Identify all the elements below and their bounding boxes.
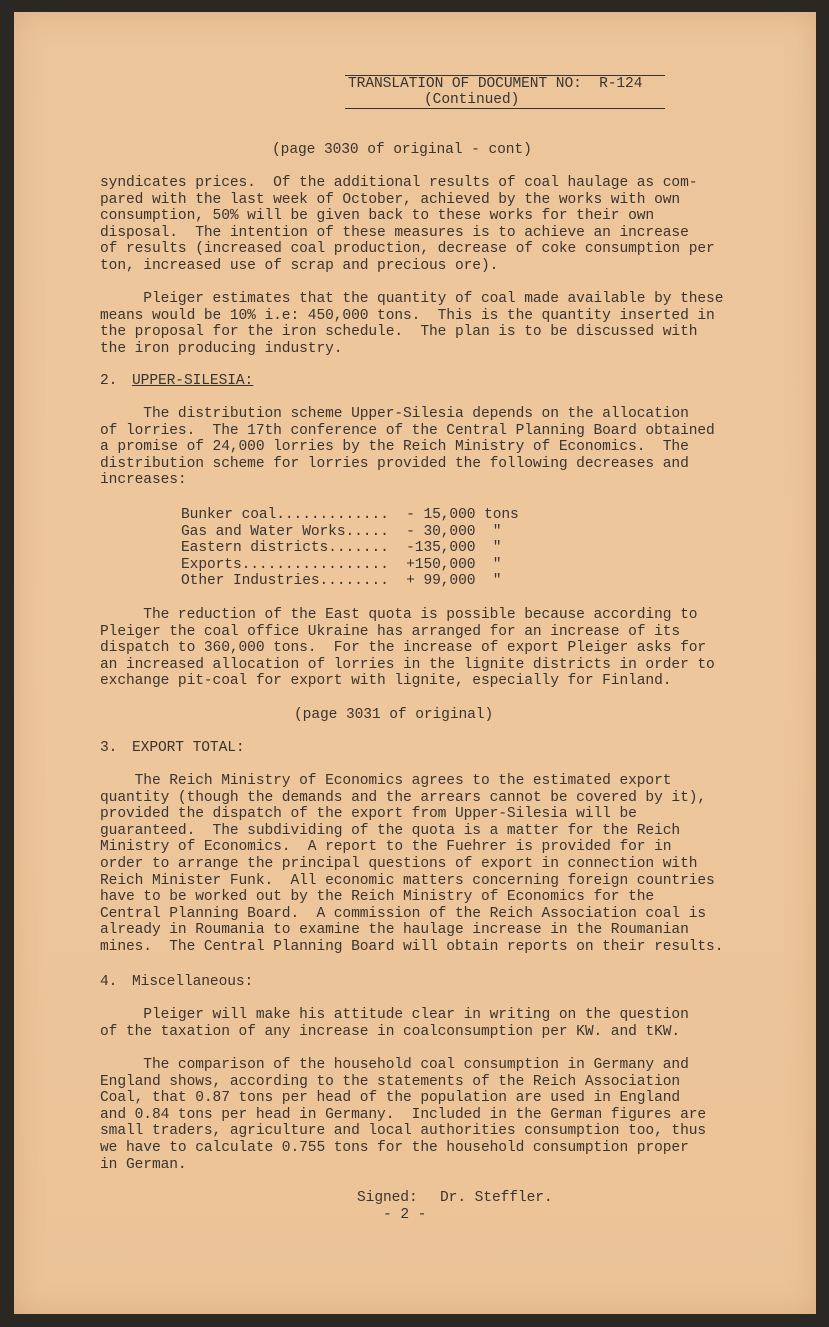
paragraph-3: The distribution scheme Upper-Silesia depends on the allocation of lorries. The 17th conference of the Central Planning Board obtained a promise of 24,000 lorries by the Reich Ministry of Economics. The distribution scheme for lorries provided the following decreases and increases:: [100, 406, 715, 489]
row-label: Other Industries........: [181, 573, 389, 589]
paragraph-4: The reduction of the East quota is possible because according to Pleiger the coal office Ukraine has arranged for an increase of its dispatch to 360,000 tons. For the increase of export Pleiger asks for an increased allocation of lorries in the lignite districts in order to exchange pit-coal for export with lignite, especially for Finland.: [100, 607, 715, 690]
signature-name: Dr. Steffler.: [440, 1190, 553, 1206]
page-number: - 2 -: [383, 1207, 427, 1223]
row-unit: ": [492, 540, 502, 556]
document-title: TRANSLATION OF DOCUMENT NO: R-124: [348, 76, 643, 92]
row-label: Bunker coal.............: [181, 507, 389, 523]
row-unit: ": [492, 557, 502, 573]
row-value: + 99,000: [406, 573, 476, 589]
section-3-number: 3.: [100, 740, 118, 756]
section-3-title: EXPORT TOTAL:: [132, 740, 245, 756]
page-note-3031: (page 3031 of original): [294, 707, 494, 723]
paragraph-5: The Reich Ministry of Economics agrees to the estimated export quantity (though the demands and the arrears cannot be covered by it), provided the dispatch of the export from Upper-Silesia will be guaranteed. The subdividing of the quota is a matter for the Reich Ministry of Economics. A report to the Fuehrer is provided for in order to arrange the principal questions of export in connection with Reich Minister Funk. All economic matters concerning foreign countries have to be worked out by the Reich Ministry of Economics for the Central Planning Board. A commission of the Reich Association coal is already in Roumania to examine the haulage increase in the Roumanian mines. The Central Planning Board will obtain reports on their results.: [100, 773, 724, 955]
table-row: [181, 573, 501, 590]
row-unit: ": [492, 524, 502, 540]
signature-label: Signed:: [357, 1190, 418, 1206]
table-row: [181, 507, 519, 524]
header-rule-bottom: [345, 108, 665, 109]
section-2-number: 2.: [100, 373, 118, 389]
row-label: Exports.................: [181, 557, 389, 573]
row-value: +150,000: [406, 557, 476, 573]
row-value: - 30,000: [406, 524, 476, 540]
table-row: [181, 540, 501, 557]
row-label: Eastern districts.......: [181, 540, 389, 556]
page-note-3030: (page 3030 of original - cont): [272, 142, 532, 158]
row-label: Gas and Water Works.....: [181, 524, 389, 540]
section-4-number: 4.: [100, 974, 118, 990]
paragraph-7: The comparison of the household coal consumption in Germany and England shows, according to the statements of the Reich Association Coal, that 0.87 tons per head of the population are used in England and 0.84 tons per head in Germany. Included in the German figures are small traders, agriculture and local authorities consumption too, thus we have to calculate 0.755 tons for the household consumption proper in German.: [100, 1057, 707, 1173]
row-unit: tons: [484, 507, 519, 523]
row-value: - 15,000: [406, 507, 476, 523]
section-4-title: Miscellaneous:: [132, 974, 254, 990]
document-subtitle: (Continued): [424, 92, 520, 108]
table-row: [181, 524, 501, 541]
paragraph-2: Pleiger estimates that the quantity of coal made available by these means would be 10% i.e: 450,000 tons. This is the quantity inserted in the proposal for the iron schedule. The plan is to be discussed with the iron producing industry.: [100, 291, 724, 357]
table-row: [181, 557, 501, 574]
section-2-title: UPPER-SILESIA:: [132, 373, 254, 389]
row-unit: ": [492, 573, 502, 589]
paragraph-6: Pleiger will make his attitude clear in writing on the question of the taxation of any increase in coalconsumption per KW. and tKW.: [100, 1007, 689, 1040]
paragraph-1: syndicates prices. Of the additional results of coal haulage as com- pared with the last week of October, achieved by the works with own consumption, 50% will be given back to these works for their own disposal. The intention of these measures is to achieve an increase of results (increased coal production, decrease of coke consumption per ton, increased use of scrap and precious ore).: [100, 175, 715, 274]
row-value: -135,000: [406, 540, 476, 556]
